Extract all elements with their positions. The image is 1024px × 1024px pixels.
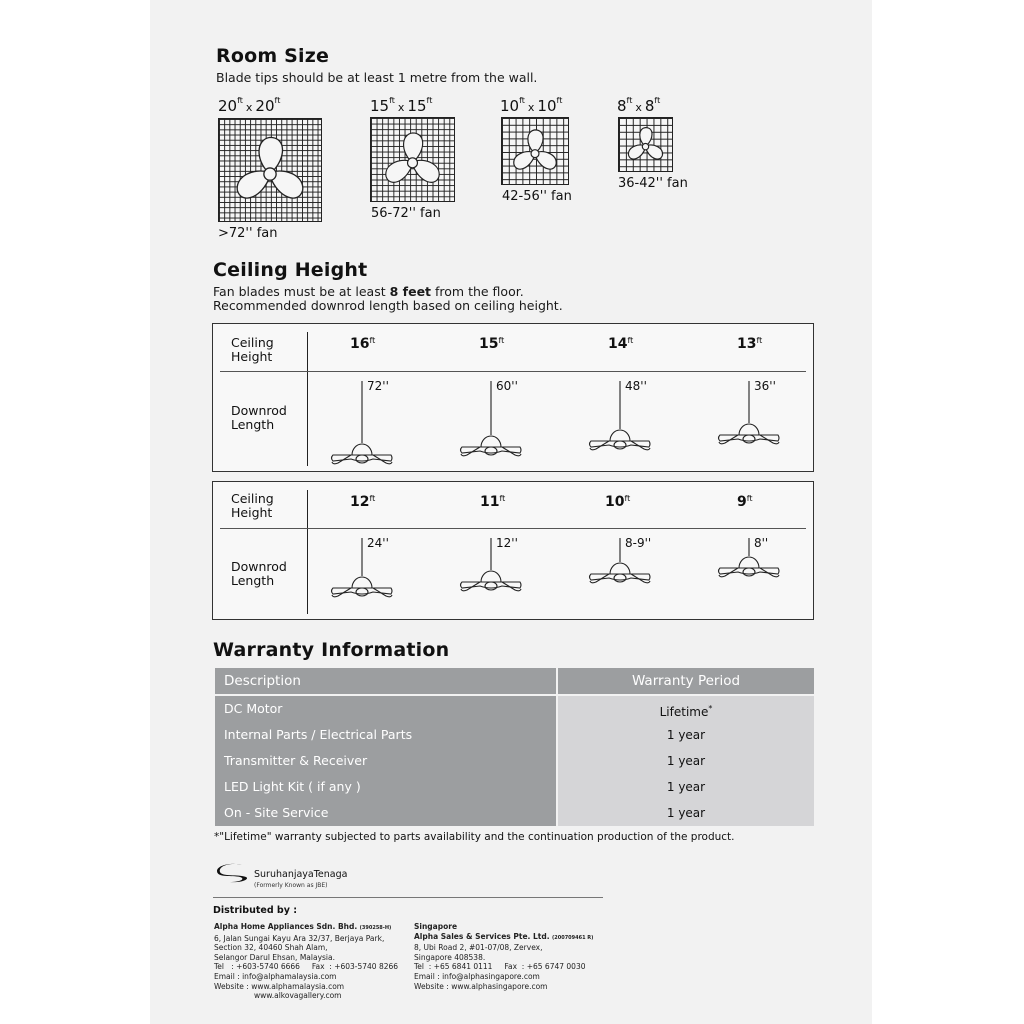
row-period: 1 year: [558, 748, 814, 774]
logo-name: SuruhanjayaTenaga: [254, 869, 348, 880]
row-period: 1 year: [558, 722, 814, 748]
ceiling-height-subtitle-2: Recommended downrod length based on ceiling height.: [213, 298, 563, 313]
downrod-length-value: 48'': [625, 379, 647, 393]
row-description: Transmitter & Receiver: [215, 748, 556, 774]
warranty-title: Warranty Information: [213, 639, 450, 661]
row-label-ceiling-height: Ceiling Height: [231, 335, 274, 364]
room-grid-8x8: [618, 117, 673, 172]
ceiling-height-value: $12^{ft}$: [350, 494, 376, 510]
row-period: Lifetime*: [558, 696, 814, 722]
header-warranty-period: Warranty Period: [558, 668, 814, 694]
room-grid-20x20: [218, 118, 322, 222]
room-dimension-15x15: $15^{ft}x$ $15^{ft}$: [370, 96, 433, 115]
table-row: [215, 696, 814, 722]
fan-size-label: >72'' fan: [218, 226, 278, 241]
fan-size-label: 36-42'' fan: [618, 176, 688, 191]
ceiling-height-value: $9^{ft}$: [737, 494, 753, 510]
row-description: Internal Parts / Electrical Parts: [215, 722, 556, 748]
ceiling-height-value: $10^{ft}$: [605, 494, 631, 510]
downrod-length-value: 8-9'': [625, 536, 652, 550]
downrod-length-value: 24'': [367, 536, 389, 550]
downrod-length-value: 8'': [754, 536, 769, 550]
fan-topview-icon: [371, 118, 454, 201]
row-label-ceiling-height: Ceiling Height: [231, 491, 274, 520]
distributor-singapore: Singapore Alpha Sales & Services Pte. Ltd. (200709461 R) 8, Ubi Road 2, #01-07/08, Zervex, Singapore 408538. Tel : +65 6841 0111 Fax : +65 6747 0030 Email : info@alphasingapore.com Website : www.alphasingapore.com: [414, 922, 594, 991]
suruhanjaya-tenaga-logo-icon: [216, 862, 252, 884]
row-description: LED Light Kit ( if any ): [215, 774, 556, 800]
downrod-length-value: 72'': [367, 379, 389, 393]
downrod-table-2: [212, 481, 814, 620]
row-label-downrod-length: Downrod Length: [231, 403, 287, 432]
fan-topview-icon: [219, 119, 321, 221]
downrod-length-value: 60'': [496, 379, 518, 393]
ceiling-height-value: $14^{ft}$: [608, 336, 634, 352]
table-row: [215, 800, 814, 826]
downrod-length-value: 36'': [754, 379, 776, 393]
room-size-title: Room Size: [216, 45, 330, 67]
row-period: 1 year: [558, 800, 814, 826]
fan-size-label: 42-56'' fan: [502, 189, 572, 204]
distributor-malaysia: Alpha Home Appliances Sdn. Bhd. (390258-H) 6, Jalan Sungai Kayu Ara 32/37, Berjaya Park, Section 32, 40460 Shah Alam, Selangor Darul Ehsan, Malaysia. Tel : +603-5740 6666 Fax : +603-5740 8266 Email : info@alphamalaysia.com Website : www.alphamalaysia.com www.alkovagallery.com: [214, 922, 399, 1001]
room-dimension-20x20: $20^{ft}x$ $20^{ft}$: [218, 96, 281, 115]
divider: [220, 528, 806, 529]
ceiling-height-value: $13^{ft}$: [737, 336, 763, 352]
ceiling-height-title: Ceiling Height: [213, 259, 368, 281]
row-description: On - Site Service: [215, 800, 556, 826]
table-row: [215, 748, 814, 774]
room-dimension-10x10: $10^{ft}x$ $10^{ft}$: [500, 96, 563, 115]
warranty-header-row: [215, 668, 814, 694]
fan-size-label: 56-72'' fan: [371, 206, 441, 221]
room-grid-10x10: [501, 117, 569, 185]
room-grid-15x15: [370, 117, 455, 202]
downrod-length-value: 12'': [496, 536, 518, 550]
fan-topview-icon: [619, 118, 672, 171]
ceiling-height-value: $15^{ft}$: [479, 336, 505, 352]
room-dimension-8x8: $8^{ft}x$ $8^{ft}$: [617, 96, 661, 115]
warranty-footnote: *"Lifetime" warranty subjected to parts availability and the continuation production of the product.: [214, 831, 735, 843]
divider: [220, 371, 806, 372]
row-label-downrod-length: Downrod Length: [231, 559, 287, 588]
distributed-by-heading: Distributed by :: [213, 905, 298, 916]
ceiling-fan-icon: [716, 536, 782, 616]
fan-topview-icon: [502, 118, 568, 184]
downrod-table-1: [212, 323, 814, 472]
row-period: 1 year: [558, 774, 814, 800]
divider: [307, 490, 308, 614]
warranty-table: [215, 668, 814, 828]
divider: [307, 332, 308, 466]
ceiling-height-value: $11^{ft}$: [480, 494, 506, 510]
room-size-subtitle: Blade tips should be at least 1 metre from the wall.: [216, 70, 538, 85]
table-row: [215, 722, 814, 748]
table-row: [215, 774, 814, 800]
ceiling-height-value: $16^{ft}$: [350, 336, 376, 352]
header-description: Description: [215, 668, 556, 694]
ceiling-height-subtitle: Fan blades must be at least 8 feet from the floor.: [213, 284, 524, 299]
row-description: DC Motor: [215, 696, 556, 722]
divider: [213, 897, 603, 898]
logo-tagline: (Formerly Known as JBE): [254, 882, 328, 889]
